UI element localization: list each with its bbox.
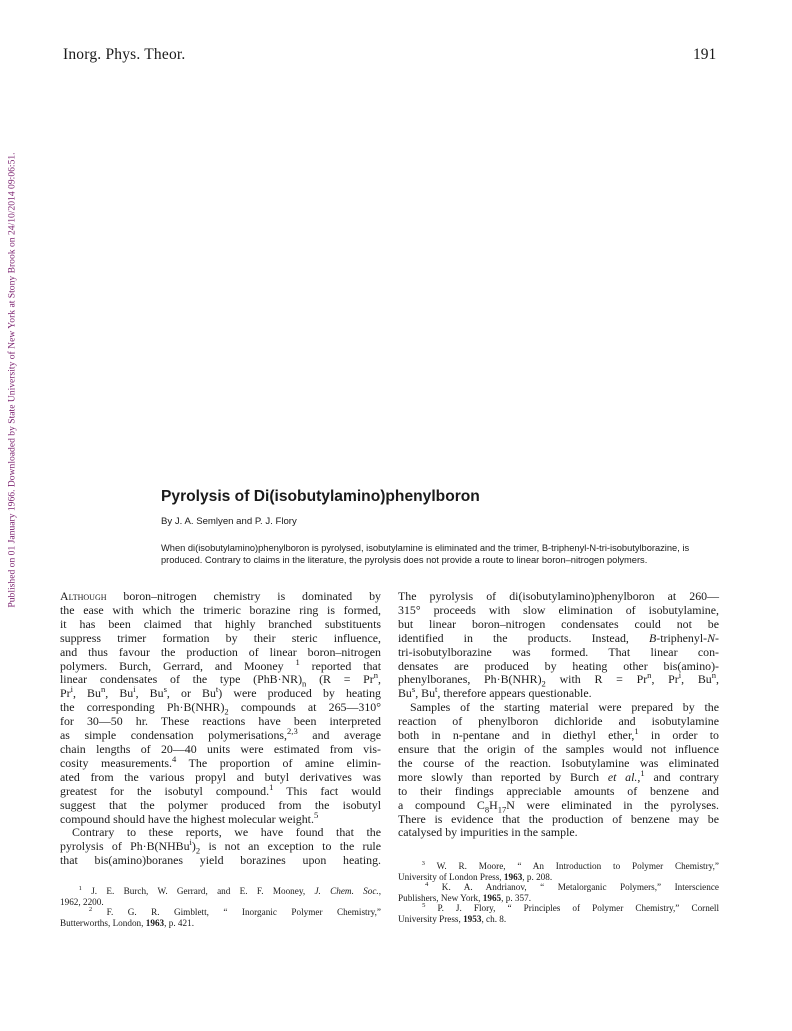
text-line: Samples of the starting material were prepared by the bbox=[410, 700, 719, 715]
article-authors: By J. A. Semlyen and P. J. Flory bbox=[161, 516, 297, 527]
text-line: cosity measurements.$^4$ The proportion of amine elimin- bbox=[60, 753, 381, 770]
page-number: 191 bbox=[693, 46, 717, 63]
text-line: There is evidence that the production of benzene may be bbox=[398, 811, 719, 826]
footnote: University Press, 1953, ch. 8. bbox=[398, 913, 507, 924]
body-column-right bbox=[398, 590, 719, 840]
text-line: and thus favour the production of linear boron–nitrogen bbox=[60, 644, 381, 659]
text-line: for 30—50 hr. These reactions have been interpreted bbox=[60, 714, 381, 729]
footnote: $^4$ K. A. Andrianov, “ Metalorganic Polymers,” Interscience bbox=[425, 881, 719, 893]
footnote: University of London Press, 1963, p. 208. bbox=[398, 871, 553, 882]
download-note: Published on 01 January 1966. Downloaded by State University of New York at Stony Brook on 24/10/2014 09:06:51. bbox=[6, 152, 18, 608]
text-line: reaction of phenylboron dichloride and isobutylamine bbox=[398, 714, 719, 729]
text-line: linear condensates of the type $(PhB\cdot NR)_n$ ($R = Pr^n$, bbox=[60, 670, 382, 689]
text-line: to their findings appreciable amounts of benzene and bbox=[398, 783, 719, 798]
text-line: Although boron–nitrogen chemistry is dominated by bbox=[60, 589, 381, 603]
text-line: it has been claimed that highly branched substituents bbox=[60, 616, 381, 631]
text-line: The pyrolysis of di(isobutylamino)phenylboron at 260— bbox=[398, 589, 719, 603]
text-line: densates are produced by heating other bis(amino)- bbox=[398, 658, 719, 673]
text-line: suggest that the polymer produced from the isobutyl bbox=[60, 797, 381, 812]
body-column-left bbox=[60, 590, 381, 868]
text-line: ensure that the origin of the samples would not influence bbox=[398, 741, 719, 756]
article-title: Pyrolysis of Di(isobutylamino)phenylboron bbox=[161, 488, 480, 505]
footnote: $^2$ F. G. R. Gimblett, “ Inorganic Polymer Chemistry,” bbox=[88, 906, 382, 918]
text-line: as simple condensation polymerisations,$^{2,3}$ and average bbox=[60, 726, 382, 743]
article-abstract: When di(isobutylamino)phenylboron is pyrolysed, isobutylamine is eliminated and the trimer, B-triphenyl-N-tri-isobutylborazine, is produced. Contrary to claims in the literature, the pyrolysis does not provide a route to linear boron–nitrogen polymers. bbox=[161, 543, 690, 565]
text-line: Pr$^i$, Bu$^n$, Bu$^i$, Bu$^s$, or Bu$^t$) were produced by heating bbox=[60, 684, 381, 701]
footnote: 1962, 2200. bbox=[60, 896, 104, 907]
footnotes-left bbox=[60, 886, 381, 928]
text-line: the course of the reaction. Isobutylamine was eliminated bbox=[398, 755, 719, 770]
text-line: more slowly than reported by Burch et al.,$^1$ and contrary bbox=[398, 767, 720, 784]
footnote: Butterworths, London, 1963, p. 421. bbox=[60, 917, 194, 928]
text-line: identified in the products. Instead, B-triphenyl-N- bbox=[398, 630, 719, 645]
text-line: ated from the various propyl and butyl derivatives was bbox=[60, 769, 381, 784]
footnote: Publishers, New York, 1965, p. 357. bbox=[398, 892, 531, 903]
text-line: a compound $C_8H_{17}N$ were eliminated in the pyrolyses. bbox=[398, 797, 719, 814]
footnote: $^5$ P. J. Flory, “ Principles of Polymer Chemistry,” Cornell bbox=[422, 902, 720, 914]
text-line: compound should have the highest molecular weight.$^5$ bbox=[60, 809, 319, 826]
text-line: greatest for the isobutyl compound.$^1$ This fact would bbox=[60, 781, 381, 798]
text-line: pyrolysis of $Ph\cdot B(NHBu^i)_2$ is not an exception to the rule bbox=[60, 837, 381, 856]
journal-header: Inorg. Phys. Theor. bbox=[63, 46, 186, 63]
footnote: $^1$ J. E. Burch, W. Gerrard, and E. F. Mooney, J. Chem. Soc., bbox=[78, 884, 382, 896]
dropcap-word: Although bbox=[60, 589, 107, 603]
text-line: catalysed by impurities in the sample. bbox=[398, 825, 578, 840]
download-watermark bbox=[5, 120, 19, 640]
footnotes-right bbox=[398, 861, 719, 925]
text-line: Bu$^s$, Bu$^t$, therefore appears questionable. bbox=[398, 684, 592, 701]
text-line: phenylboranes, $Ph\cdot B(NHR)_2$ with $R = Pr^n$, Pr$^i$, Bu$^n$, bbox=[398, 670, 719, 689]
text-line: the corresponding $Ph\cdot B(NHR)_2$ compounds at 265—310° bbox=[60, 700, 381, 717]
text-line: polymers. Burch, Gerrard, and Mooney $^1$ reported that bbox=[60, 656, 381, 673]
text-line: both in n-pentane and in diethyl ether,$^1$ in order to bbox=[398, 726, 719, 743]
text-line: tri-isobutylborazine was formed. That linear con- bbox=[398, 644, 719, 659]
footnote: $^3$ W. R. Moore, “ An Introduction to Polymer Chemistry,” bbox=[421, 859, 720, 871]
text-line: that bis(amino)boranes yield borazines upon heating. bbox=[60, 853, 381, 868]
text-line: but linear boron–nitrogen condensates could not be bbox=[398, 616, 719, 631]
text-line: 315° proceeds with slow elimination of isobutylamine, bbox=[398, 602, 719, 617]
text-line: suppress trimer formation by their steric influence, bbox=[60, 630, 381, 645]
text-line: chain lengths of 20—40 units were estimated from vis- bbox=[60, 741, 381, 756]
text-line: the ease with which the trimeric borazine ring is formed, bbox=[60, 602, 381, 617]
text-line: Contrary to these reports, we have found that the bbox=[72, 825, 381, 840]
